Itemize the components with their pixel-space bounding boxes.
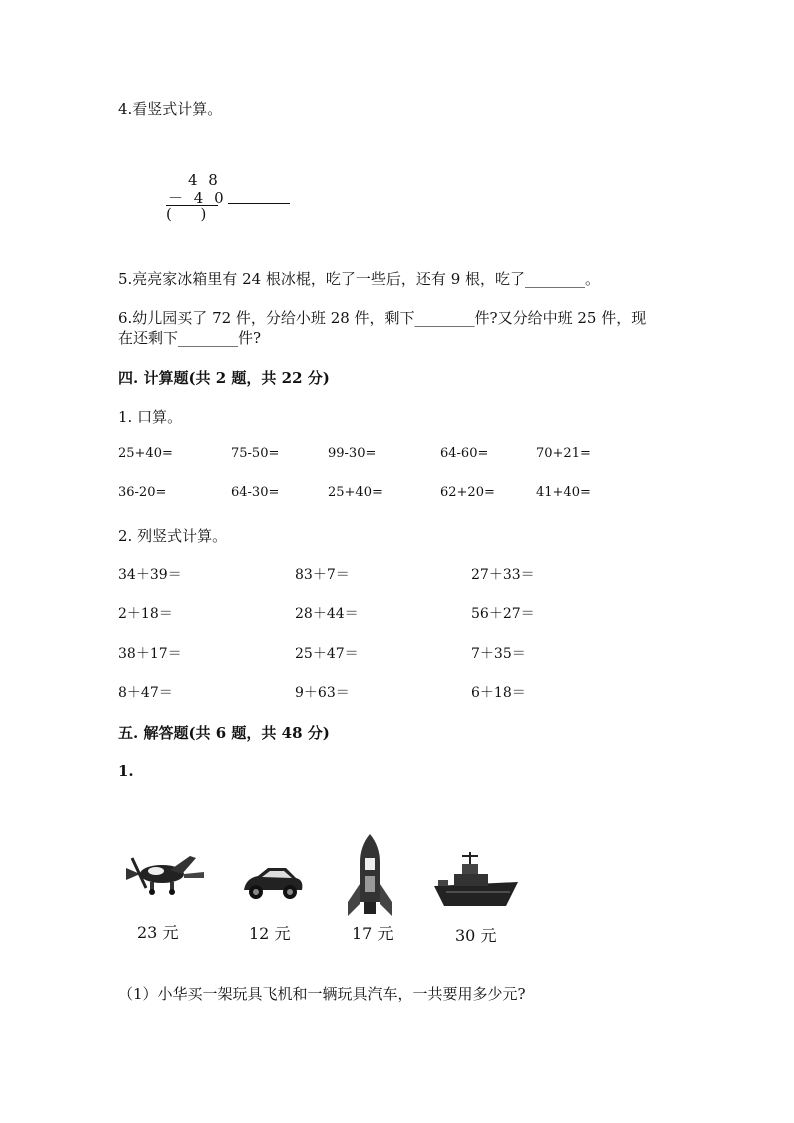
airplane-icon xyxy=(120,848,208,896)
vertical-calc-item: 6＋18＝ xyxy=(471,685,526,701)
vertical-calc-item: 8＋47＝ xyxy=(118,685,173,701)
vertical-calc-item: 25＋47＝ xyxy=(295,646,359,662)
q4-minuend: 4 8 xyxy=(188,171,221,189)
car-price: 12 元 xyxy=(249,924,291,943)
mental-calc-item: 41+40= xyxy=(536,485,591,500)
vertical-calc-item: 27＋33＝ xyxy=(471,567,535,583)
s4-q1-title: 1. 口算。 xyxy=(118,408,183,426)
q6-line1: 6.幼儿园买了 72 件，分给小班 28 件，剩下________件?又分给中班 25 件，现 xyxy=(118,309,647,327)
vertical-calc-item: 38＋17＝ xyxy=(118,646,182,662)
ship-price: 30 元 xyxy=(455,926,497,945)
mental-calc-item: 25+40= xyxy=(328,485,383,500)
section5-title: 五. 解答题(共 6 题，共 48 分) xyxy=(118,724,330,742)
vertical-calc-item: 2＋18＝ xyxy=(118,606,173,622)
mental-calc-item: 25+40= xyxy=(118,446,173,461)
car-icon xyxy=(240,864,306,904)
s5-q1-label: 1. xyxy=(118,762,134,780)
q6-line2: 在还剩下________件? xyxy=(118,329,262,347)
q4-subtrahend: － 4 0 xyxy=(168,189,227,207)
mental-calc-item: 62+20= xyxy=(440,485,495,500)
s5-q1-sub1: （1）小华买一架玩具飞机和一辆玩具汽车，一共要用多少元? xyxy=(118,985,526,1003)
q4-answer-paren: ( ) xyxy=(166,205,207,223)
mental-calc-item: 99-30= xyxy=(328,446,377,461)
ship-icon xyxy=(432,852,520,908)
mental-calc-item: 70+21= xyxy=(536,446,591,461)
section4-title: 四. 计算题(共 2 题，共 22 分) xyxy=(118,369,330,387)
mental-calc-item: 75-50= xyxy=(231,446,280,461)
vertical-calc-item: 9＋63＝ xyxy=(295,685,350,701)
vertical-calc-item: 7＋35＝ xyxy=(471,646,526,662)
rocket-icon xyxy=(346,832,394,918)
q4-answer-blank[interactable] xyxy=(228,203,290,204)
s4-q2-title: 2. 列竖式计算。 xyxy=(118,527,228,545)
vertical-calc-item: 34＋39＝ xyxy=(118,567,182,583)
mental-calc-item: 64-30= xyxy=(231,485,280,500)
mental-calc-item: 64-60= xyxy=(440,446,489,461)
vertical-calc-item: 56＋27＝ xyxy=(471,606,535,622)
vertical-calc-item: 83＋7＝ xyxy=(295,567,350,583)
airplane-price: 23 元 xyxy=(137,923,179,942)
q4-title: 4.看竖式计算。 xyxy=(118,100,223,118)
q5-text: 5.亮亮家冰箱里有 24 根冰棍，吃了一些后，还有 9 根，吃了________。 xyxy=(118,270,601,288)
vertical-calc-item: 28＋44＝ xyxy=(295,606,359,622)
mental-calc-item: 36-20= xyxy=(118,485,167,500)
rocket-price: 17 元 xyxy=(352,924,394,943)
